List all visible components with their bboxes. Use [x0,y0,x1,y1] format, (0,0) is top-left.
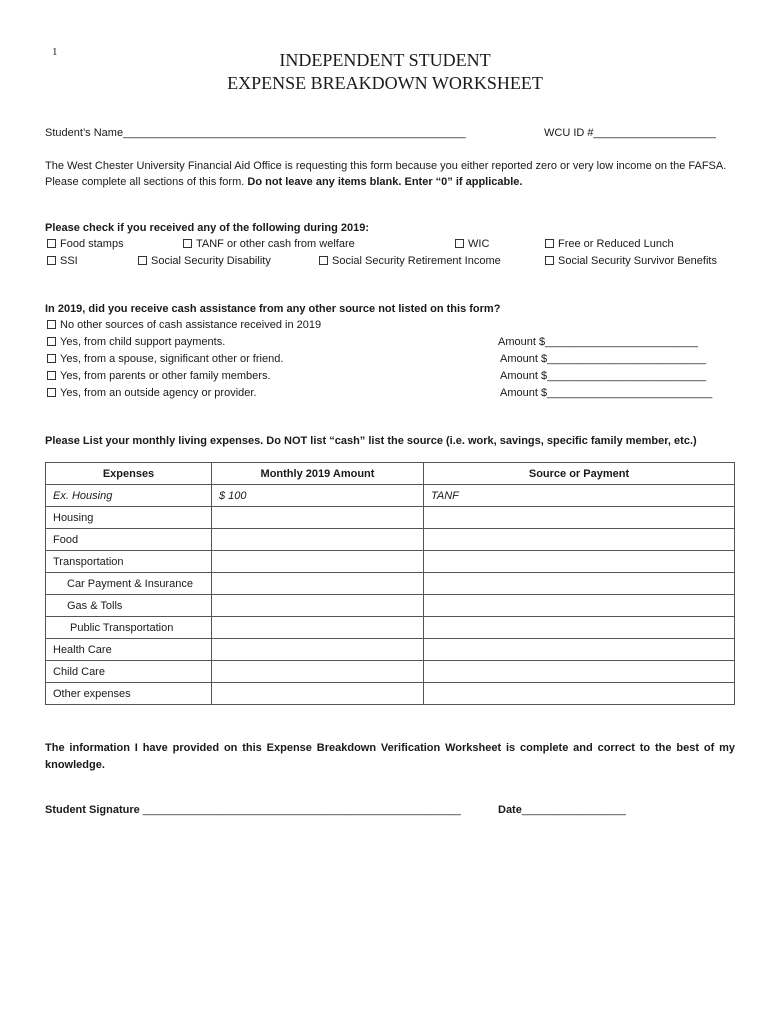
amount-label: Amount $ [500,387,548,399]
source-cell[interactable] [424,551,735,573]
wcu-id-field[interactable] [544,127,716,139]
checkbox-free-reduced-lunch[interactable] [545,238,674,250]
checkbox-icon[interactable] [47,354,56,363]
example-source: TANF [424,485,735,507]
checkbox-ss-retirement[interactable] [319,255,501,267]
checkbox-spouse-friend[interactable] [47,353,283,365]
source-cell[interactable] [424,639,735,661]
row-label-transportation: Transportation [46,551,212,573]
checkbox-food-stamps[interactable] [47,238,124,250]
expense-table [45,462,735,705]
amount-cell[interactable] [212,595,424,617]
amount-cell[interactable] [212,683,424,705]
amount-blank[interactable]: __________________________ [547,353,707,365]
amount-blank[interactable]: __________________________ [547,370,707,382]
table-row [46,551,735,573]
row-label-gas-tolls: Gas & Tolls [46,595,212,617]
amount-blank[interactable]: _________________________ [545,336,699,348]
source-cell[interactable] [424,595,735,617]
amount-label: Amount $ [500,370,548,382]
checkbox-label: Food stamps [60,238,124,250]
row-label-public-transportation: Public Transportation [46,617,212,639]
table-row [46,661,735,683]
section3-heading: Please List your monthly living expenses. Do NOT list “cash” list the source (i.e. work, savings, specific family member, etc.) [45,435,697,447]
table-row [46,529,735,551]
checkbox-icon[interactable] [47,320,56,329]
amount-field-outside-agency[interactable] [500,387,712,399]
page-title-line-2: EXPENSE BREAKDOWN WORKSHEET [227,73,543,93]
checkbox-label: Social Security Disability [151,255,271,267]
table-row-example [46,485,735,507]
checkbox-icon[interactable] [138,256,147,265]
checkbox-ss-survivor[interactable] [545,255,717,267]
row-label-health-care: Health Care [46,639,212,661]
source-cell[interactable] [424,507,735,529]
row-label-other-expenses: Other expenses [46,683,212,705]
certification-statement: The information I have provided on this Expense Breakdown Verification Worksheet is complete and correct to the best of my knowledge. [45,742,735,771]
checkbox-label: TANF or other cash from welfare [196,238,355,250]
date-label: Date [498,804,522,816]
checkbox-icon[interactable] [47,371,56,380]
intro-paragraph [45,158,735,190]
checkbox-label: Social Security Retirement Income [332,255,501,267]
page-number: 1 [52,46,58,58]
checkbox-parents-family[interactable] [47,370,271,382]
amount-field-child-support[interactable] [498,336,698,348]
checkbox-icon[interactable] [545,239,554,248]
table-row [46,573,735,595]
checkbox-icon[interactable] [183,239,192,248]
signature-field[interactable] [45,804,461,816]
source-cell[interactable] [424,683,735,705]
row-label-child-care: Child Care [46,661,212,683]
checkbox-icon[interactable] [47,388,56,397]
table-row [46,507,735,529]
student-name-blank[interactable]: ________________________________________________________ [123,127,466,139]
source-cell[interactable] [424,529,735,551]
checkbox-label: No other sources of cash assistance received in 2019 [60,319,322,331]
column-header-monthly-amount: Monthly 2019 Amount [212,463,424,485]
table-row [46,639,735,661]
amount-cell[interactable] [212,661,424,683]
checkbox-no-other-sources[interactable] [47,319,321,331]
intro-text: The West Chester University Financial Aid Office is requesting this form because you either reported zero or very low income on the FAFSA. Please complete all sections of this form. [45,160,727,188]
checkbox-label: WIC [468,238,490,250]
checkbox-tanf[interactable] [183,238,355,250]
amount-blank[interactable]: ___________________________ [547,387,713,399]
student-name-label: Student’s Name [45,127,124,139]
section2-heading: In 2019, did you receive cash assistance from any other source not listed on this form? [45,303,501,315]
checkbox-label: Yes, from child support payments. [60,336,226,348]
checkbox-label: Yes, from an outside agency or provider. [60,387,257,399]
source-cell[interactable] [424,661,735,683]
date-blank[interactable]: _________________ [521,804,626,816]
amount-field-spouse-friend[interactable] [500,353,706,365]
column-header-expenses: Expenses [46,463,212,485]
signature-label: Student Signature [45,804,140,816]
row-label-car-payment: Car Payment & Insurance [46,573,212,595]
checkbox-wic[interactable] [455,238,489,250]
table-header-row [46,463,735,485]
example-expense: Ex. Housing [46,485,212,507]
checkbox-icon[interactable] [319,256,328,265]
checkbox-label: Yes, from a spouse, significant other or friend. [60,353,284,365]
amount-label: Amount $ [498,336,546,348]
amount-cell[interactable] [212,617,424,639]
checkbox-child-support[interactable] [47,336,225,348]
row-label-food: Food [46,529,212,551]
table-row [46,617,735,639]
checkbox-label: SSI [60,255,78,267]
checkbox-icon[interactable] [455,239,464,248]
checkbox-label: Yes, from parents or other family members. [60,370,271,382]
section1-heading: Please check if you received any of the following during 2019: [45,222,369,234]
checkbox-icon[interactable] [545,256,554,265]
row-label-housing: Housing [46,507,212,529]
checkbox-icon[interactable] [47,239,56,248]
amount-cell[interactable] [212,551,424,573]
amount-label: Amount $ [500,353,548,365]
amount-cell[interactable] [212,507,424,529]
wcu-id-blank[interactable]: ____________________ [593,127,716,139]
source-cell[interactable] [424,573,735,595]
checkbox-outside-agency[interactable] [47,387,257,399]
amount-cell[interactable] [212,573,424,595]
wcu-id-label: WCU ID # [544,127,594,139]
checkbox-label: Free or Reduced Lunch [558,238,674,250]
page-title-line-1: INDEPENDENT STUDENT [279,50,491,70]
checkbox-ssi[interactable] [47,255,78,267]
checkbox-icon[interactable] [47,337,56,346]
checkbox-ss-disability[interactable] [138,255,271,267]
date-field[interactable] [498,804,626,816]
signature-blank[interactable]: ____________________________________________________ [142,804,461,816]
checkbox-label: Social Security Survivor Benefits [558,255,717,267]
intro-bold-text: Do not leave any items blank. Enter “0” if applicable. [247,176,523,188]
amount-cell[interactable] [212,639,424,661]
example-amount: $ 100 [212,485,424,507]
table-row [46,683,735,705]
amount-cell[interactable] [212,529,424,551]
amount-field-parents-family[interactable] [500,370,706,382]
student-name-field[interactable] [45,127,466,139]
checkbox-icon[interactable] [47,256,56,265]
table-row [46,595,735,617]
source-cell[interactable] [424,617,735,639]
column-header-source: Source or Payment [424,463,735,485]
